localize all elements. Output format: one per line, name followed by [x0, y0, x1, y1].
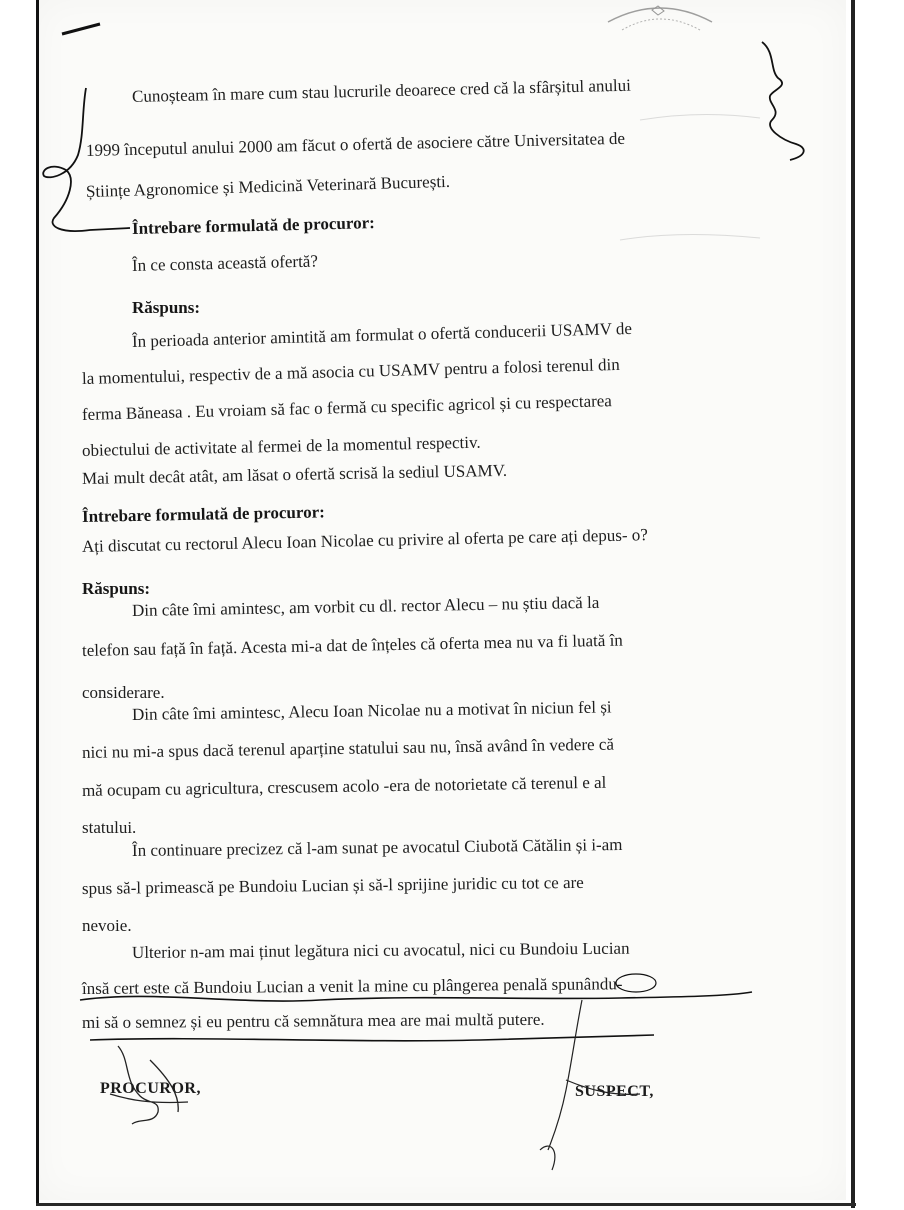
answer-2-p2-line-3: mă ocupam cu agricultura, crescusem acolo -era de notorietate că terenul e al — [81, 772, 607, 800]
answer-2-p3-line-1: În continuare precizez că l-am sunat pe avocatul Ciubotă Cătălin și i-am — [131, 835, 623, 860]
question-1-text: În ce consta această ofertă? — [131, 251, 319, 275]
answer-1-line-4: obiectului de activitate al fermei de la momentul respectiv. — [81, 432, 481, 460]
question-1-heading: Întrebare formulată de procuror: — [131, 213, 376, 238]
signature-label-procuror: PROCUROR, — [100, 1080, 201, 1097]
answer-2-p4-line-1: Ulterior n-am mai ținut legătura nici cu avocatul, nici cu Bundoiu Lucian — [131, 938, 630, 962]
answer-1-line-3: ferma Băneasa . Eu vroiam să fac o fermă cu specific agricol și cu respectarea — [81, 391, 613, 424]
signature-label-suspect: SUSPECT, — [575, 1083, 654, 1100]
answer-2-p1-line-1: Din câte îmi amintesc, am vorbit cu dl. rector Alecu – nu știu dacă la — [131, 592, 600, 620]
paragraph-1-line-3: Științe Agronomice și Medicină Veterinară București. — [85, 171, 451, 201]
answer-2-p4-line-2: însă cert este că Bundoiu Lucian a venit la mine cu plângerea penală spunându- — [81, 974, 623, 998]
question-2-text: Ați discutat cu rectorul Alecu Ioan Nicolae cu privire al oferta pe care ați depus- o? — [81, 525, 649, 556]
page-edge-bottom — [36, 1203, 856, 1206]
page-edge-right — [851, 0, 855, 1208]
answer-2-p3-line-3: nevoie. — [82, 916, 132, 935]
page-edge-left — [36, 0, 39, 1205]
answer-2-p2-line-4: statului. — [82, 818, 137, 837]
answer-1-line-5: Mai mult decât atât, am lăsat o ofertă scrisă la sediul USAMV. — [81, 460, 508, 488]
answer-1-line-1: În perioada anterior amintită am formulat o ofertă conducerii USAMV de — [131, 318, 633, 351]
answer-2-heading: Răspuns: — [82, 579, 151, 598]
answer-2-p1-line-3: considerare. — [82, 683, 165, 702]
answer-2-p2-line-2: nici nu mi-a spus dacă terenul aparține statului sau nu, însă având în vedere că — [81, 734, 615, 762]
paragraph-1-line-1: Cunoșteam în mare cum stau lucrurile deoarece cred că la sfârșitul anului — [131, 75, 632, 106]
answer-2-p1-line-2: telefon sau față în față. Acesta mi-a dat de înțeles că oferta mea nu va fi luată în — [81, 630, 623, 660]
answer-2-p4-line-3: mi să o semnez și eu pentru că semnătura mea are mai multă putere. — [81, 1009, 545, 1032]
answer-2-p2-line-1: Din câte îmi amintesc, Alecu Ioan Nicolae nu a motivat în niciun fel și — [131, 697, 612, 724]
answer-1-line-2: la momentului, respectiv de a mă asocia cu USAMV pentru a folosi terenul din — [81, 354, 620, 388]
paragraph-1-line-2: 1999 începutul anului 2000 am făcut o ofertă de asociere către Universitatea de — [85, 128, 626, 160]
answer-2-p3-line-2: spus să-l primească pe Bundoiu Lucian și să-l sprijine juridic cu tot ce are — [81, 872, 584, 898]
question-2-heading: Întrebare formulată de procuror: — [81, 502, 325, 526]
answer-1-heading: Răspuns: — [132, 298, 201, 317]
